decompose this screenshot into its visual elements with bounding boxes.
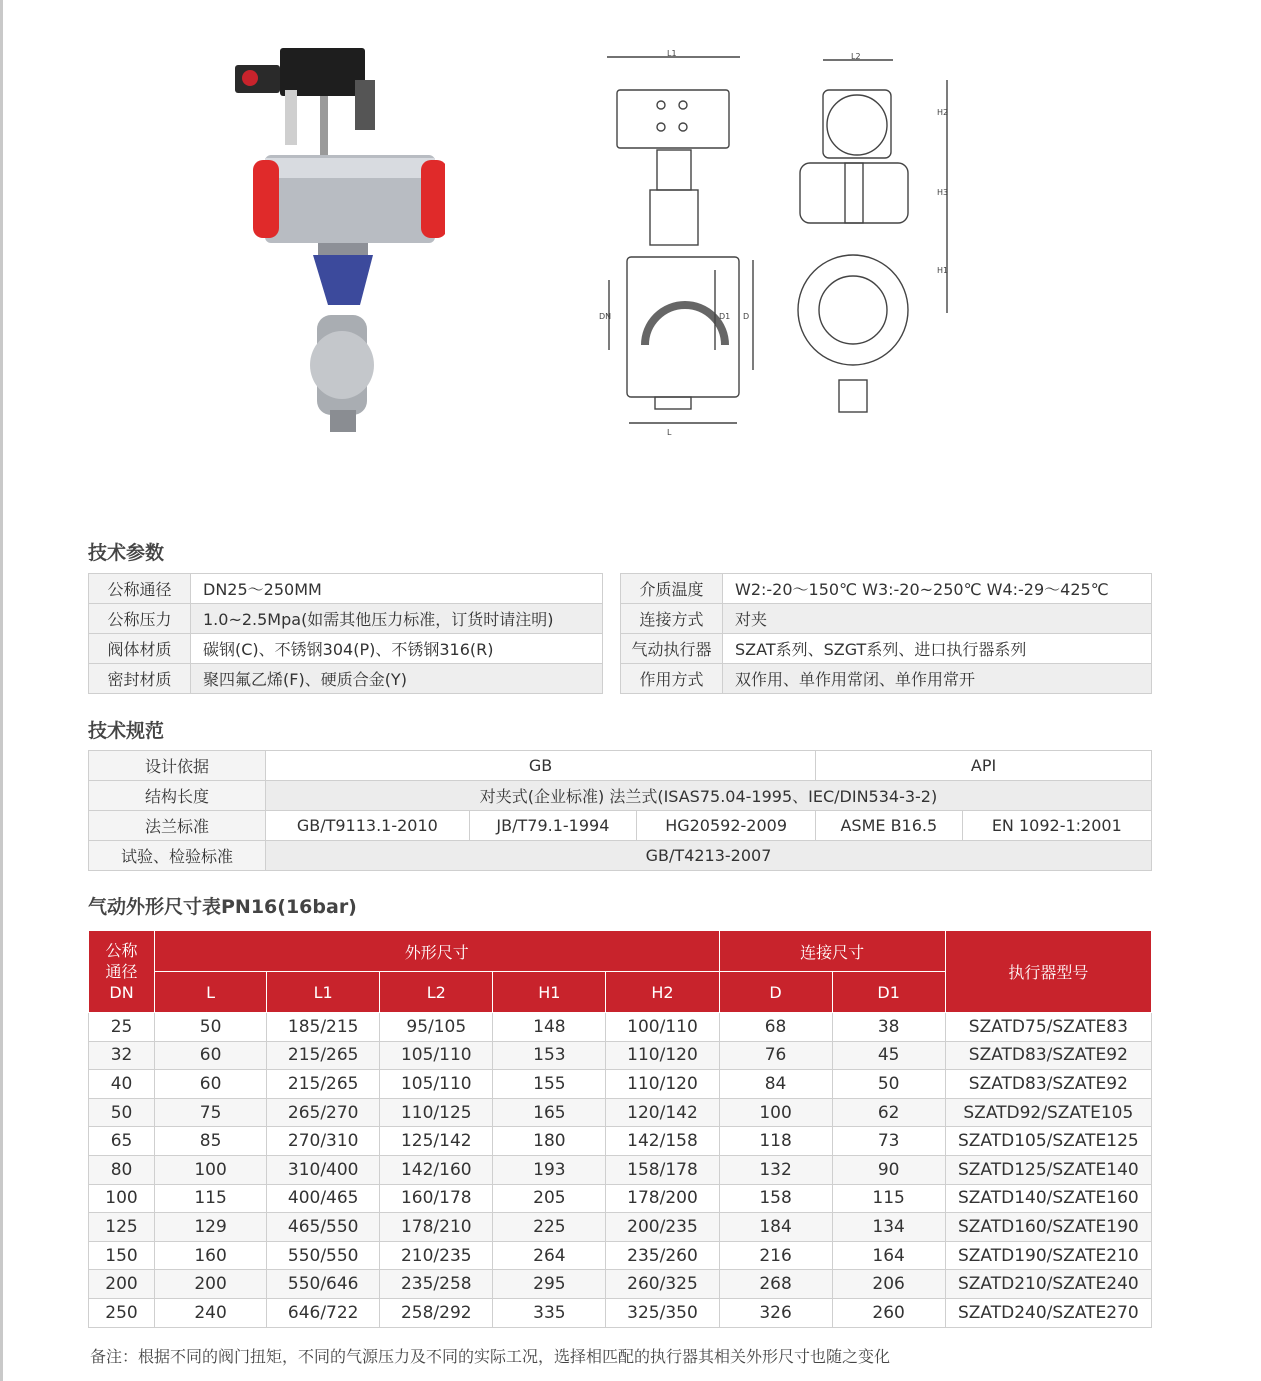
spec-key: 结构长度 (89, 781, 266, 811)
spec-value-api: API (816, 751, 1152, 781)
table-cell: 240 (155, 1298, 267, 1327)
header-col: L2 (380, 972, 493, 1013)
label-dn: DN (599, 312, 612, 321)
table-cell: 65 (89, 1127, 155, 1156)
table-cell: 45 (832, 1041, 945, 1070)
param-value: 对夹 (723, 604, 1152, 634)
header-outer: 外形尺寸 (155, 931, 719, 972)
table-row (89, 1213, 1152, 1242)
table-row (89, 1184, 1152, 1213)
table-cell: 178/210 (380, 1213, 493, 1242)
table-row (89, 574, 603, 604)
table-row (89, 1013, 1152, 1042)
tech-params-title: 技术参数 (88, 542, 165, 564)
table-cell: 260/325 (606, 1270, 719, 1299)
table-cell: 132 (719, 1155, 832, 1184)
table-cell: 206 (832, 1270, 945, 1299)
table-row (89, 1127, 1152, 1156)
valve-product-photo (225, 40, 445, 440)
table-row (89, 841, 1152, 871)
table-cell: 158/178 (606, 1155, 719, 1184)
param-value: DN25～250MM (191, 574, 603, 604)
param-key: 密封材质 (89, 664, 191, 694)
table-cell: 80 (89, 1155, 155, 1184)
table-cell: 210/235 (380, 1241, 493, 1270)
table-cell: 76 (719, 1041, 832, 1070)
table-cell: 25 (89, 1013, 155, 1042)
table-cell: 73 (832, 1127, 945, 1156)
table-cell: 325/350 (606, 1298, 719, 1327)
label-l1: L1 (667, 49, 677, 58)
table-cell: 142/160 (380, 1155, 493, 1184)
footnote: 备注：根据不同的阀门扭矩，不同的气源压力及不同的实际工况，选择相匹配的执行器其相关外形尺寸也随之变化 (90, 1347, 891, 1366)
header-col: H1 (493, 972, 606, 1013)
spec-value: 对夹式(企业标准) 法兰式(ISAS75.04-1995、IEC/DIN534-3-2) (266, 781, 1152, 811)
table-cell: 85 (155, 1127, 267, 1156)
table-cell: 84 (719, 1070, 832, 1099)
table-row (621, 574, 1152, 604)
table-cell: 155 (493, 1070, 606, 1099)
table-cell: 38 (832, 1013, 945, 1042)
spec-key: 法兰标准 (89, 811, 266, 841)
table-cell: 134 (832, 1213, 945, 1242)
spec-value: GB/T9113.1-2010 (266, 811, 470, 841)
dims-title: 气动外形尺寸表PN16(16bar) (88, 896, 357, 918)
table-cell: SZATD210/SZATE240 (945, 1270, 1151, 1299)
table-cell: 310/400 (267, 1155, 380, 1184)
table-row (621, 604, 1152, 634)
table-cell: 50 (155, 1013, 267, 1042)
table-row (89, 664, 603, 694)
spec-key: 试验、检验标准 (89, 841, 266, 871)
table-cell: 60 (155, 1070, 267, 1099)
table-cell: 200/235 (606, 1213, 719, 1242)
table-cell: 110/120 (606, 1070, 719, 1099)
table-cell: 60 (155, 1041, 267, 1070)
param-value: 1.0~2.5Mpa(如需其他压力标准，订货时请注明) (191, 604, 603, 634)
table-row (89, 1270, 1152, 1299)
table-cell: 68 (719, 1013, 832, 1042)
table-cell: 90 (832, 1155, 945, 1184)
table-row (89, 811, 1152, 841)
tech-params-left-table (88, 573, 603, 694)
label-l2: L2 (851, 52, 861, 61)
page-left-rule (0, 0, 3, 1381)
table-cell: 160 (155, 1241, 267, 1270)
header-actuator: 执行器型号 (945, 931, 1151, 1013)
table-row (89, 1155, 1152, 1184)
table-cell: 110/120 (606, 1041, 719, 1070)
label-h1: H1 (937, 266, 949, 275)
table-cell: 265/270 (267, 1098, 380, 1127)
spec-value: ASME B16.5 (816, 811, 963, 841)
table-cell: 75 (155, 1098, 267, 1127)
header-col: H2 (606, 972, 719, 1013)
label-d: D (743, 312, 750, 321)
header-col: D (719, 972, 832, 1013)
table-row (89, 1098, 1152, 1127)
table-cell: 646/722 (267, 1298, 380, 1327)
table-cell: 150 (89, 1241, 155, 1270)
table-cell: 185/215 (267, 1013, 380, 1042)
table-row (89, 781, 1152, 811)
param-key: 阀体材质 (89, 634, 191, 664)
table-cell: 120/142 (606, 1098, 719, 1127)
dims-table (88, 930, 1152, 1328)
table-cell: 165 (493, 1098, 606, 1127)
table-cell: 164 (832, 1241, 945, 1270)
valve-dimension-drawing (595, 45, 965, 440)
table-cell: 100 (89, 1184, 155, 1213)
param-key: 作用方式 (621, 664, 723, 694)
table-cell: 118 (719, 1127, 832, 1156)
table-cell: SZATD83/SZATE92 (945, 1041, 1151, 1070)
table-cell: 100 (719, 1098, 832, 1127)
table-cell: 142/158 (606, 1127, 719, 1156)
table-cell: 200 (155, 1270, 267, 1299)
table-cell: 115 (832, 1184, 945, 1213)
spec-value: EN 1092-1:2001 (962, 811, 1151, 841)
table-cell: 235/258 (380, 1270, 493, 1299)
table-cell: 180 (493, 1127, 606, 1156)
table-row (89, 751, 1152, 781)
spec-value: HG20592-2009 (637, 811, 816, 841)
table-cell: 105/110 (380, 1070, 493, 1099)
label-d1: D1 (719, 312, 731, 321)
tech-spec-table (88, 750, 1152, 871)
table-cell: 465/550 (267, 1213, 380, 1242)
param-value: 双作用、单作用常闭、单作用常开 (723, 664, 1152, 694)
table-row (621, 664, 1152, 694)
table-row (89, 1241, 1152, 1270)
table-cell: 550/646 (267, 1270, 380, 1299)
table-cell: 215/265 (267, 1070, 380, 1099)
table-cell: 400/465 (267, 1184, 380, 1213)
table-cell: 125 (89, 1213, 155, 1242)
spec-value: GB/T4213-2007 (266, 841, 1152, 871)
table-cell: 40 (89, 1070, 155, 1099)
table-cell: 100/110 (606, 1013, 719, 1042)
table-cell: 184 (719, 1213, 832, 1242)
header-conn: 连接尺寸 (719, 931, 945, 972)
table-cell: 153 (493, 1041, 606, 1070)
table-cell: 250 (89, 1298, 155, 1327)
table-cell: SZATD92/SZATE105 (945, 1098, 1151, 1127)
spec-value-gb: GB (266, 751, 816, 781)
table-cell: 50 (832, 1070, 945, 1099)
table-cell: 216 (719, 1241, 832, 1270)
param-value: W2:-20～150℃ W3:-20~250℃ W4:-29～425℃ (723, 574, 1152, 604)
table-cell: 235/260 (606, 1241, 719, 1270)
table-cell: SZATD140/SZATE160 (945, 1184, 1151, 1213)
table-cell: 50 (89, 1098, 155, 1127)
label-h2: H2 (937, 108, 949, 117)
table-cell: 148 (493, 1013, 606, 1042)
table-cell: 125/142 (380, 1127, 493, 1156)
table-cell: SZATD190/SZATE210 (945, 1241, 1151, 1270)
table-cell: 129 (155, 1213, 267, 1242)
table-cell: SZATD240/SZATE270 (945, 1298, 1151, 1327)
table-cell: SZATD125/SZATE140 (945, 1155, 1151, 1184)
table-cell: 268 (719, 1270, 832, 1299)
param-key: 气动执行器 (621, 634, 723, 664)
param-key: 连接方式 (621, 604, 723, 634)
table-cell: 270/310 (267, 1127, 380, 1156)
table-row (89, 1298, 1152, 1327)
table-row (89, 1041, 1152, 1070)
table-cell: 158 (719, 1184, 832, 1213)
label-l: L (667, 428, 672, 437)
table-cell: 258/292 (380, 1298, 493, 1327)
table-cell: 193 (493, 1155, 606, 1184)
table-cell: SZATD83/SZATE92 (945, 1070, 1151, 1099)
table-cell: 215/265 (267, 1041, 380, 1070)
table-cell: 264 (493, 1241, 606, 1270)
spec-value: JB/T79.1-1994 (469, 811, 637, 841)
table-cell: 326 (719, 1298, 832, 1327)
param-value: 聚四氟乙烯(F)、硬质合金(Y) (191, 664, 603, 694)
header-col: D1 (832, 972, 945, 1013)
table-cell: 205 (493, 1184, 606, 1213)
table-cell: 335 (493, 1298, 606, 1327)
label-h3: H3 (937, 188, 949, 197)
tech-params-right-table (620, 573, 1152, 694)
table-cell: 110/125 (380, 1098, 493, 1127)
table-row (89, 1070, 1152, 1099)
table-row (621, 634, 1152, 664)
table-row (89, 634, 603, 664)
param-key: 公称压力 (89, 604, 191, 634)
header-col: L1 (267, 972, 380, 1013)
table-cell: 178/200 (606, 1184, 719, 1213)
table-cell: 95/105 (380, 1013, 493, 1042)
table-cell: 105/110 (380, 1041, 493, 1070)
table-cell: SZATD105/SZATE125 (945, 1127, 1151, 1156)
table-cell: 160/178 (380, 1184, 493, 1213)
table-cell: 32 (89, 1041, 155, 1070)
table-cell: 100 (155, 1155, 267, 1184)
table-row (89, 604, 603, 634)
table-cell: 115 (155, 1184, 267, 1213)
table-cell: 225 (493, 1213, 606, 1242)
param-key: 介质温度 (621, 574, 723, 604)
table-cell: 62 (832, 1098, 945, 1127)
table-cell: 550/550 (267, 1241, 380, 1270)
param-key: 公称通径 (89, 574, 191, 604)
param-value: 碳钢(C)、不锈钢304(P)、不锈钢316(R) (191, 634, 603, 664)
param-value: SZAT系列、SZGT系列、进口执行器系列 (723, 634, 1152, 664)
table-cell: SZATD160/SZATE190 (945, 1213, 1151, 1242)
spec-key: 设计依据 (89, 751, 266, 781)
table-cell: 260 (832, 1298, 945, 1327)
table-cell: SZATD75/SZATE83 (945, 1013, 1151, 1042)
header-col: L (155, 972, 267, 1013)
table-cell: 295 (493, 1270, 606, 1299)
table-cell: 200 (89, 1270, 155, 1299)
tech-spec-title: 技术规范 (88, 720, 165, 742)
header-dn: 公称 通径 DN (89, 931, 155, 1013)
